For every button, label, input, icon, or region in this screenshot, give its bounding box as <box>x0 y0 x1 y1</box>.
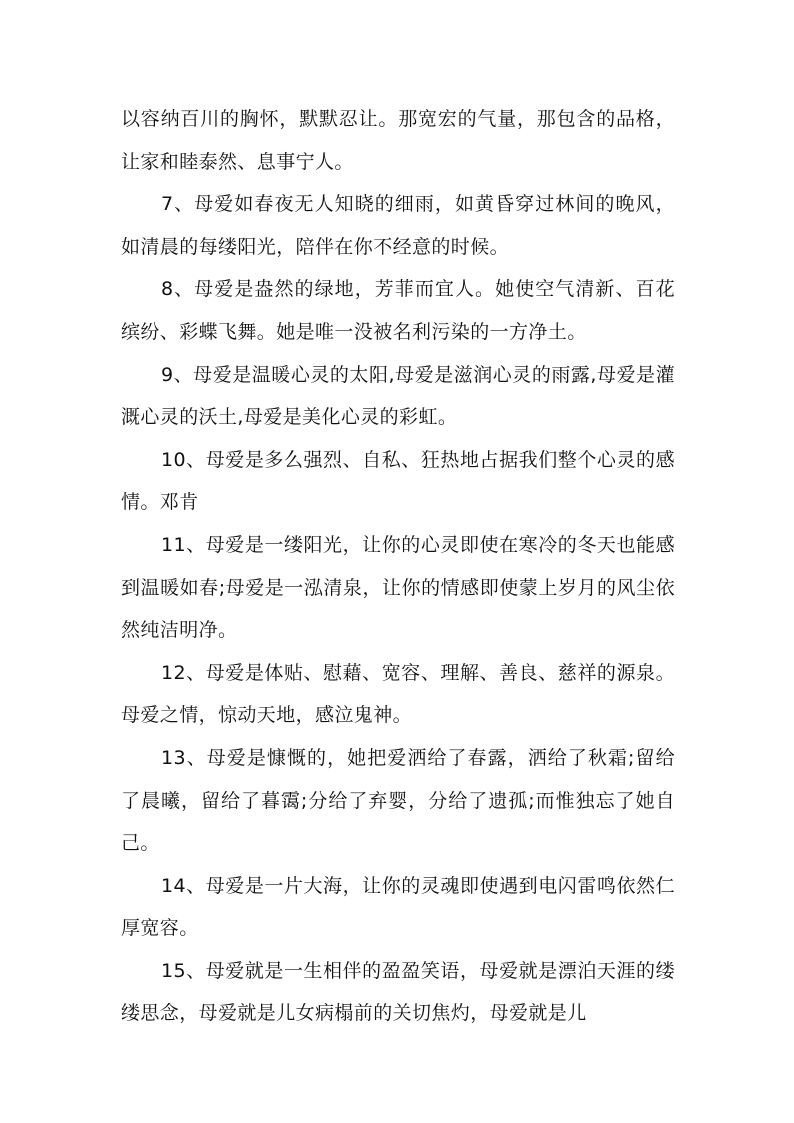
paragraph-3: 8、母爱是盎然的绿地，芳菲而宜人。她使空气清新、百花缤纷、彩蝶飞舞。她是唯一没被名利污染的一方净土。 <box>121 278 675 343</box>
paragraph-2: 7、母爱如春夜无人知晓的细雨，如黄昏穿过林间的晚风，如清晨的每缕阳光，陪伴在你不经意的时候。 <box>121 193 675 258</box>
document-body <box>121 98 675 1035</box>
paragraph-9: 14、母爱是一片大海，让你的灵魂即使遇到电闪雷鸣依然仁厚宽容。 <box>121 874 675 940</box>
paragraph-4: 9、母爱是温暖心灵的太阳,母爱是滋润心灵的雨露,母爱是灌溉心灵的沃土,母爱是美化心灵的彩虹。 <box>121 363 675 429</box>
paragraph-8: 13、母爱是慷慨的，她把爱洒给了春露，洒给了秋霜;留给了晨曦，留给了暮霭;分给了弃婴，分给了遗孤;而惟独忘了她自己。 <box>121 746 675 855</box>
paragraph-1: 以容纳百川的胸怀，默默忍让。那宽宏的气量，那包含的品格，让家和睦泰然、息事宁人。 <box>121 108 675 173</box>
paragraph-5: 10、母爱是多么强烈、自私、狂热地占据我们整个心灵的感情。邓肯 <box>121 448 675 514</box>
paragraph-7: 12、母爱是体贴、慰藉、宽容、理解、善良、慈祥的源泉。母爱之情，惊动天地，感泣鬼神。 <box>121 661 675 727</box>
paragraph-10: 15、母爱就是一生相伴的盈盈笑语，母爱就是漂泊天涯的缕缕思念，母爱就是儿女病榻前的关切焦灼，母爱就是儿 <box>121 959 675 1025</box>
paragraph-6: 11、母爱是一缕阳光，让你的心灵即使在寒冷的冬天也能感到温暖如春;母爱是一泓清泉，让你的情感即使蒙上岁月的风尘依然纯洁明净。 <box>121 533 675 642</box>
